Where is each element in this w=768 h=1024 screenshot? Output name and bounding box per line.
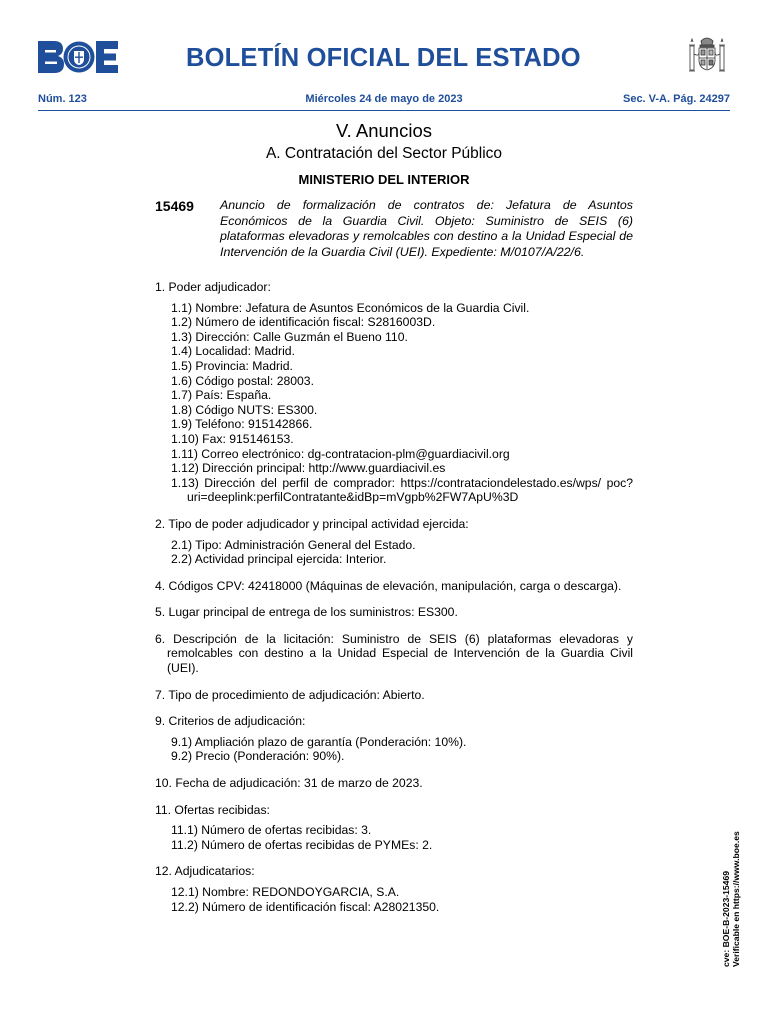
sub-item: 11.1) Número de ofertas recibidas: 3. <box>171 823 372 838</box>
verification-footer <box>721 817 741 967</box>
list-item <box>155 803 633 853</box>
cve-code: cve: BOE-B-2023-15469 <box>721 870 731 967</box>
sub-item: 1.7) País: España. <box>171 388 272 403</box>
sub-item: 9.1) Ampliación plazo de garantía (Ponderación: 10%). <box>171 734 467 749</box>
ministry-heading: MINISTERIO DEL INTERIOR <box>298 172 470 187</box>
verify-url: Verificable en https://www.boe.es <box>731 831 741 967</box>
issue-number: Núm. 123 <box>38 93 87 105</box>
sub-item: 1.2) Número de identificación fiscal: S2816003D. <box>171 315 436 330</box>
sub-item: 1.12) Dirección principal: http://www.guardiacivil.es <box>171 461 446 476</box>
sub-list <box>171 301 633 505</box>
sub-item: 12.2) Número de identificación fiscal: A28021350. <box>171 899 440 914</box>
masthead-title: BOLETÍN OFICIAL DEL ESTADO <box>186 44 581 72</box>
issue-date: Miércoles 24 de mayo de 2023 <box>305 93 463 105</box>
sub-item: 1.3) Dirección: Calle Guzmán el Bueno 110. <box>171 329 408 344</box>
sub-item: 1.6) Código postal: 28003. <box>171 373 314 388</box>
list-item <box>155 517 633 567</box>
sub-item: 1.13) Dirección del perfil de comprador: https://contrataciondelestado.es/wps/ poc?uri=deeplink:perfilContratante&idBp=mVgpb%2FW7ApU%3D <box>171 475 633 505</box>
announcement-number: 15469 <box>155 198 194 214</box>
sub-list <box>171 735 633 764</box>
item-title: 5. Lugar principal de entrega de los suministros: ES300. <box>155 605 458 620</box>
sub-item: 11.2) Número de ofertas recibidas de PYMEs: 2. <box>171 837 433 852</box>
sub-list <box>171 538 633 567</box>
header-divider <box>38 110 730 111</box>
sub-item: 1.5) Provincia: Madrid. <box>171 358 293 373</box>
sub-item: 12.1) Nombre: REDONDOYGARCIA, S.A. <box>171 885 400 899</box>
item-title: 10. Fecha de adjudicación: 31 de marzo de 2023. <box>155 776 423 791</box>
list-item <box>155 280 633 505</box>
list-item <box>155 688 633 703</box>
section-title: V. Anuncios <box>335 120 432 141</box>
masthead <box>0 0 768 90</box>
sub-item: 2.2) Actividad principal ejercida: Interior. <box>171 552 387 567</box>
announcement-body <box>155 280 633 926</box>
list-item <box>155 776 633 791</box>
item-title: 12. Adjudicatarios: <box>155 864 255 879</box>
item-title: 6. Descripción de la licitación: Suministro de SEIS (6) plataformas elevadoras y remolcables con destino a la Unidad Especial de Intervención de la Guardia Civil (UEI). <box>155 631 633 676</box>
sub-item: 1.8) Código NUTS: ES300. <box>171 402 318 417</box>
item-title: 7. Tipo de procedimiento de adjudicación: Abierto. <box>155 687 425 702</box>
list-item <box>155 605 633 620</box>
list-item <box>155 864 633 914</box>
announcement-summary: Anuncio de formalización de contratos de: Jefatura de Asuntos Económicos de la Guardia Civil. Objeto: Suministro de SEIS (6) plataformas elevadoras y remolcables con destino a la Unidad Especial de Intervención de la Guardia Civil (UEI). Expediente: M/0107/A/22/6. <box>220 198 633 259</box>
list-item <box>155 579 633 594</box>
item-title: 11. Ofertas recibidas: <box>155 802 270 817</box>
sub-item: 1.10) Fax: 915146153. <box>171 431 294 446</box>
list-item <box>155 714 633 764</box>
sub-list <box>171 885 633 914</box>
sub-list <box>171 823 633 852</box>
issue-bar <box>38 93 730 109</box>
sub-item: 9.2) Precio (Ponderación: 90%). <box>171 749 345 764</box>
list-item <box>155 632 633 676</box>
sub-item: 1.4) Localidad: Madrid. <box>171 344 295 359</box>
sub-item: 1.1) Nombre: Jefatura de Asuntos Económicos de la Guardia Civil. <box>171 300 530 315</box>
sub-item: 1.9) Teléfono: 915142866. <box>171 417 313 432</box>
item-title: 2. Tipo de poder adjudicador y principal actividad ejercida: <box>155 516 469 531</box>
item-title: 9. Criterios de adjudicación: <box>155 714 306 729</box>
sub-item: 1.11) Correo electrónico: dg-contratacion-plm@guardiacivil.org <box>171 446 510 461</box>
item-title: 1. Poder adjudicador: <box>155 280 271 294</box>
boe-logo-icon <box>38 41 118 73</box>
section-page: Sec. V-A. Pág. 24297 <box>622 93 730 105</box>
subsection-title: A. Contratación del Sector Público <box>265 145 503 162</box>
sub-item: 2.1) Tipo: Administración General del Estado. <box>171 537 416 552</box>
coat-of-arms-icon <box>686 34 728 78</box>
item-title: 4. Códigos CPV: 42418000 (Máquinas de elevación, manipulación, carga o descarga). <box>155 578 622 593</box>
